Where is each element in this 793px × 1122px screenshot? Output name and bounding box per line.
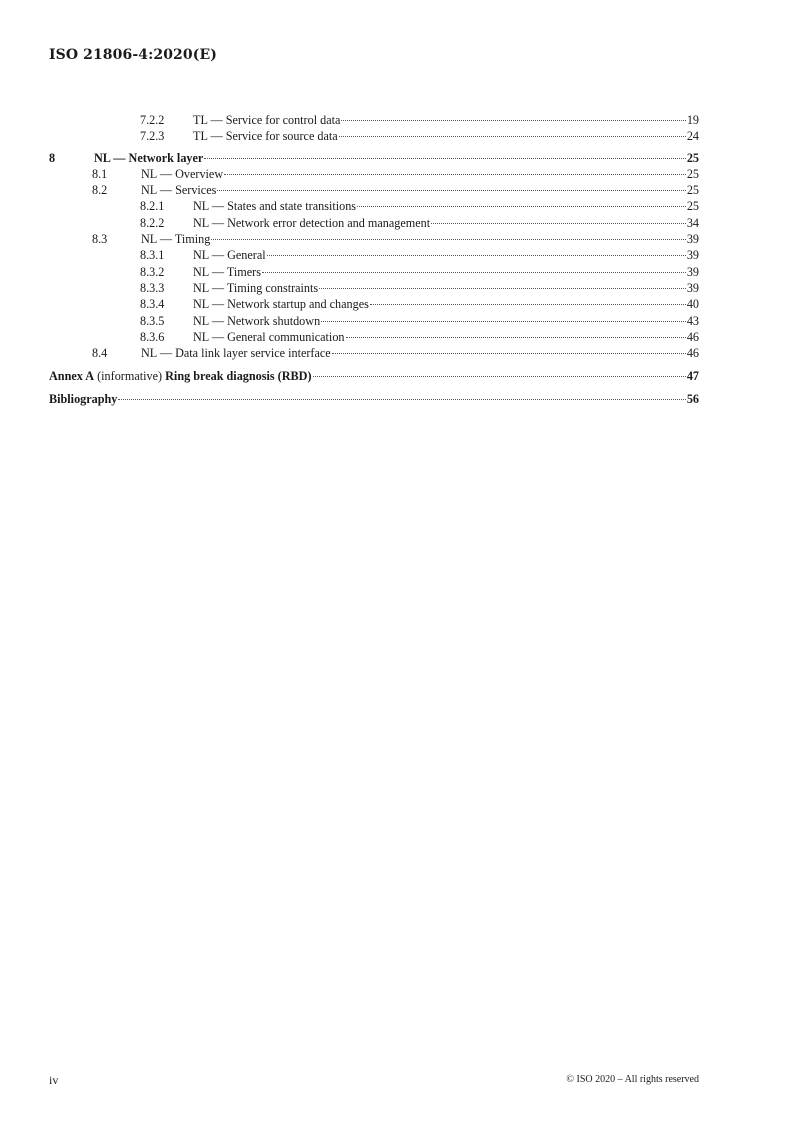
leader-dots (341, 120, 685, 121)
toc-number: 8.4 (92, 346, 108, 361)
toc-title: NL — Network error detection and management (193, 215, 431, 230)
toc-page: 25 (686, 150, 699, 165)
leader-dots (267, 255, 686, 256)
leader-dots (357, 206, 686, 207)
toc-title: TL — Service for control data (193, 113, 341, 127)
toc-entry-8-3-1[interactable] (49, 247, 699, 263)
toc-title: TL — Service for source data (193, 129, 338, 144)
leader-dots (204, 158, 685, 159)
toc-number: 8.2 (92, 183, 108, 198)
annex-label: Annex A (49, 369, 95, 384)
toc-page: 25 (686, 183, 699, 198)
toc-title: NL — Network layer (94, 150, 204, 165)
toc-number: 8.3.5 (140, 313, 165, 328)
toc-entry-8-3-5[interactable] (49, 313, 699, 329)
leader-dots (224, 174, 686, 175)
toc-page: 39 (686, 248, 699, 263)
toc-number: 7.2.3 (140, 129, 165, 144)
toc-number: 8.3.6 (140, 329, 165, 344)
leader-dots (431, 223, 686, 224)
toc-page: 56 (686, 391, 699, 406)
toc-number: 8.1 (92, 166, 108, 181)
leader-dots (339, 136, 686, 137)
toc-page: 39 (686, 280, 699, 295)
toc-title: NL — Timing (141, 232, 211, 247)
toc-title: Bibliography (49, 391, 118, 406)
leader-dots (118, 399, 685, 400)
toc-page: 19 (686, 113, 699, 127)
copyright-notice: © ISO 2020 – All rights reserved (566, 1074, 699, 1085)
toc-entry-8-1[interactable] (49, 166, 699, 182)
toc-title: NL — Network startup and changes (193, 297, 369, 312)
leader-dots (346, 337, 686, 338)
toc-entry-8-3-3[interactable] (49, 280, 699, 296)
leader-dots (332, 353, 686, 354)
leader-dots (313, 376, 686, 377)
toc-entry-8-4[interactable] (49, 345, 699, 361)
toc-number: 8.2.1 (140, 199, 165, 214)
toc-number: 8.3 (92, 232, 108, 247)
toc-entry-8-3[interactable] (49, 231, 699, 247)
toc-title: NL — Timing constraints (193, 280, 319, 295)
toc-entry-8[interactable] (49, 150, 699, 166)
toc-entry-8-2[interactable] (49, 182, 699, 198)
toc-number: 7.2.2 (140, 113, 165, 127)
toc-entry-8-3-2[interactable] (49, 264, 699, 280)
leader-dots (321, 321, 686, 322)
toc-title: NL — Network shutdown (193, 313, 321, 328)
toc-number: 8.3.4 (140, 297, 165, 312)
leader-dots (262, 272, 686, 273)
leader-dots (217, 190, 685, 191)
toc-title: NL — General (193, 248, 266, 263)
toc-entry-annex-a[interactable] (49, 368, 699, 384)
table-of-contents (49, 112, 699, 407)
toc-entry-7-2-3[interactable] (49, 128, 699, 144)
toc-entry-8-3-6[interactable] (49, 329, 699, 345)
leader-dots (370, 304, 686, 305)
toc-entry-bibliography[interactable] (49, 391, 699, 407)
toc-title: NL — States and state transitions (193, 199, 357, 214)
leader-dots (211, 239, 686, 240)
toc-page: 39 (686, 264, 699, 279)
toc-entry-8-3-4[interactable] (49, 296, 699, 312)
toc-number: 8 (49, 150, 56, 165)
toc-page: 24 (686, 129, 699, 144)
toc-number: 8.3.2 (140, 264, 165, 279)
toc-entry-8-2-2[interactable] (49, 215, 699, 231)
toc-page: 46 (686, 346, 699, 361)
toc-title: NL — Data link layer service interface (141, 346, 331, 361)
toc-page: 47 (686, 369, 699, 384)
annex-title: Ring break diagnosis (RBD) (165, 369, 312, 384)
toc-page: 25 (686, 166, 699, 181)
leader-dots (319, 288, 686, 289)
annex-qualifier: (informative) (97, 369, 163, 384)
toc-entry-8-2-1[interactable] (49, 198, 699, 214)
toc-number: 8.3.3 (140, 280, 165, 295)
toc-page: 46 (686, 329, 699, 344)
toc-number: 8.2.2 (140, 215, 165, 230)
page-number: iv (49, 1073, 59, 1087)
toc-page: 39 (686, 232, 699, 247)
toc-number: 8.3.1 (140, 248, 165, 263)
toc-title: NL — Timers (193, 264, 261, 279)
toc-page: 34 (686, 215, 699, 230)
toc-title: NL — Overview (141, 166, 224, 181)
toc-page: 40 (686, 297, 699, 312)
toc-page: 43 (686, 313, 699, 328)
toc-title: NL — General communication (193, 329, 345, 344)
toc-page: 25 (686, 199, 699, 214)
document-header: ISO 21806-4:2020(E) (49, 47, 217, 63)
toc-title: NL — Services (141, 183, 217, 198)
toc-entry-7-2-2[interactable] (49, 112, 699, 128)
